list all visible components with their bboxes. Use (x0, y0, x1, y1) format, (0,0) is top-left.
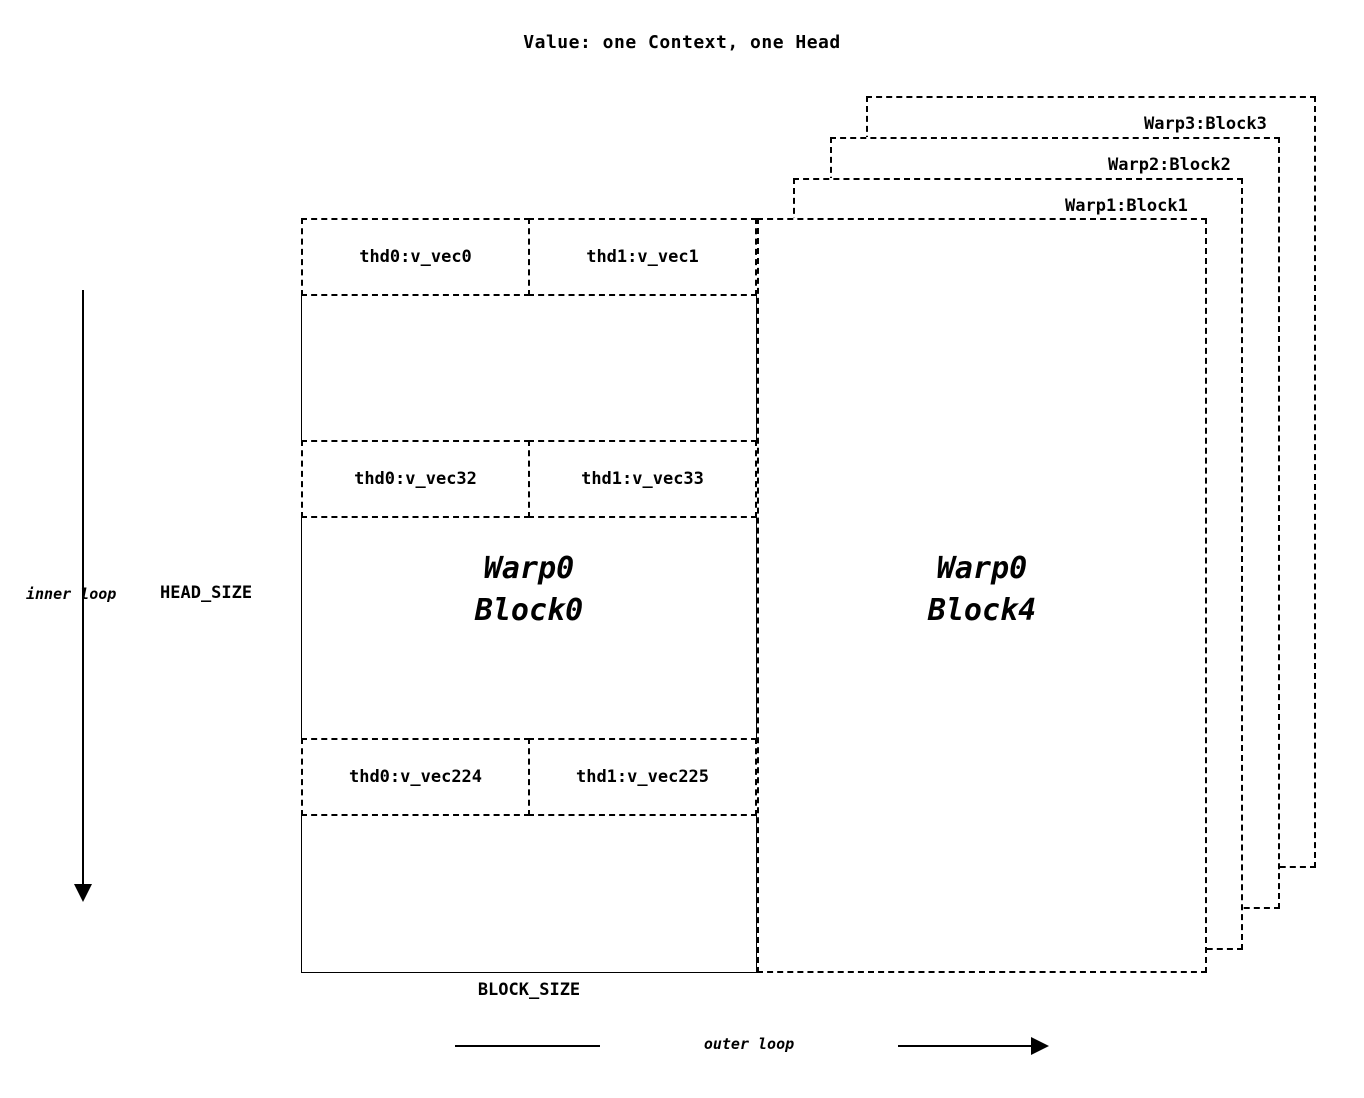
thread-cell: thd0:v_vec32 (301, 440, 530, 518)
thread-cell-row (301, 440, 757, 518)
layer-label-warp1-block1: Warp1:Block1 (1065, 196, 1188, 216)
thread-cell: thd0:v_vec0 (301, 218, 530, 296)
layer-label-warp2-block2: Warp2:Block2 (1108, 155, 1231, 175)
outer-loop-label: outer loop (600, 1035, 898, 1053)
thread-cell: thd0:v_vec224 (301, 738, 530, 816)
panel-warp0-block0-label (301, 548, 757, 632)
thread-cell-row (301, 738, 757, 816)
outer-loop-arrow-icon (1031, 1037, 1049, 1055)
layer-label-warp3-block3: Warp3:Block3 (1144, 114, 1267, 134)
panel-warp0-block0-line2: Block0 (474, 593, 584, 628)
inner-loop-label: inner loop (26, 585, 117, 603)
inner-loop-arrow-icon (74, 884, 92, 902)
thread-cell: thd1:v_vec1 (528, 218, 757, 296)
panel-warp0-block4-line2: Block4 (927, 593, 1037, 628)
panel-warp0-block4-label (757, 548, 1207, 632)
thread-cell-row (301, 218, 757, 296)
head-size-label: HEAD_SIZE (160, 583, 253, 603)
diagram-title: Value: one Context, one Head (523, 32, 841, 53)
block-size-label: BLOCK_SIZE (477, 980, 581, 1000)
panel-warp0-block0-line1: Warp0 (483, 551, 575, 586)
thread-cell: thd1:v_vec225 (528, 738, 757, 816)
panel-warp0-block4-line1: Warp0 (936, 551, 1028, 586)
thread-cell: thd1:v_vec33 (528, 440, 757, 518)
